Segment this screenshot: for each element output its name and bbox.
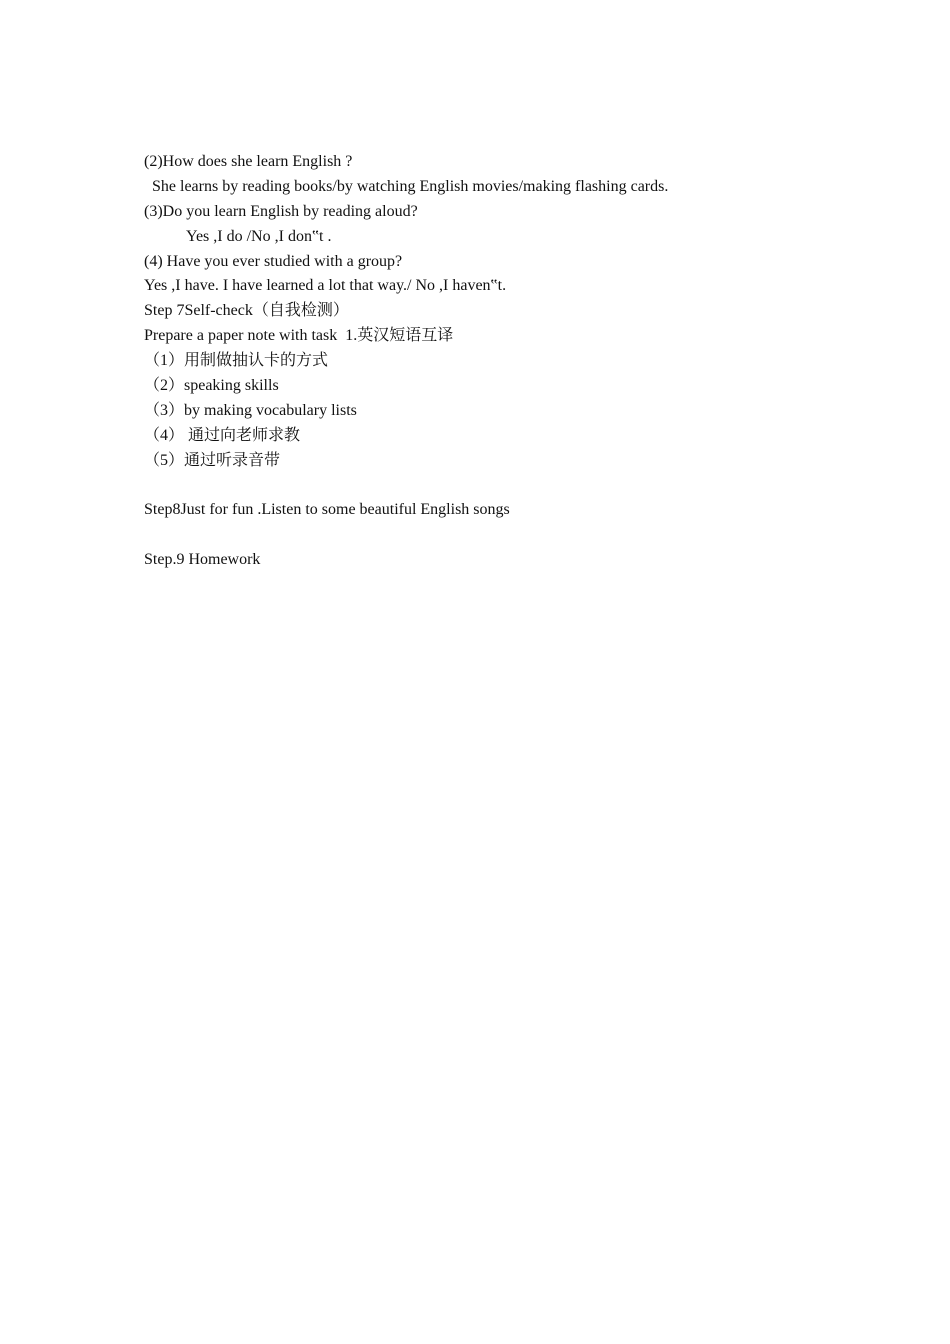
answer-2: She learns by reading books/by watching English movies/making flashing cards. bbox=[152, 177, 669, 195]
question-2: (2)How does she learn English ? bbox=[144, 153, 353, 170]
step-9-heading: Step.9 Homework bbox=[144, 551, 261, 569]
task-instruction: Prepare a paper note with task 1.英汉短语互译 bbox=[144, 327, 454, 345]
task-item-1: （1）用制做抽认卡的方式 bbox=[144, 352, 329, 370]
task-item-2: （2）speaking skills bbox=[144, 377, 279, 395]
step-8-heading: Step8Just for fun .Listen to some beautiful English songs bbox=[144, 501, 510, 519]
answer-3: Yes ,I do /No ,I don‟t . bbox=[186, 227, 332, 245]
answer-4: Yes ,I have. I have learned a lot that way./ No ,I haven‟t. bbox=[144, 277, 507, 295]
step-7-heading: Step 7Self-check（自我检测） bbox=[144, 302, 349, 320]
document-body bbox=[144, 150, 844, 573]
blank-line bbox=[144, 474, 844, 499]
task-item-3: （3）by making vocabulary lists bbox=[144, 401, 357, 419]
blank-line bbox=[144, 523, 844, 548]
question-4: (4) Have you ever studied with a group? bbox=[144, 252, 403, 270]
task-item-4: （4） 通过向老师求教 bbox=[144, 426, 301, 444]
question-3: (3)Do you learn English by reading aloud? bbox=[144, 202, 418, 220]
task-item-5: （5）通过听录音带 bbox=[144, 451, 281, 469]
